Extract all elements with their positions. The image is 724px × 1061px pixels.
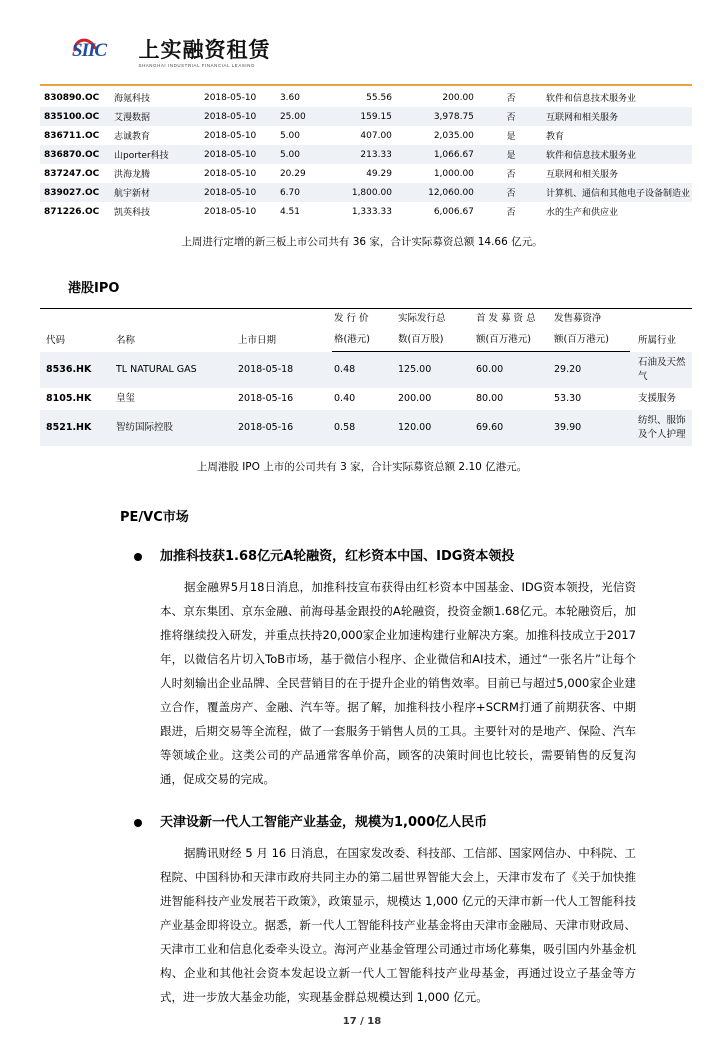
document-page [0, 38, 724, 1061]
cell-name: 山porter科技 [112, 145, 202, 164]
cell-flag: 否 [506, 94, 516, 104]
cell-name: 皇玺 [116, 392, 136, 404]
section-title-pevc: PE/VC市场 [120, 509, 189, 525]
third-board-placement-table [40, 88, 692, 221]
cell-name: 艾漫数据 [112, 107, 202, 126]
cell-name: 凯英科技 [113, 208, 150, 218]
header-issue-price-line2: 格(港元) [332, 330, 396, 352]
header-industry: 所属行业 [630, 309, 692, 352]
cell-name: 智纺国际控股 [114, 410, 236, 446]
cell-amount: 12,060.00 [402, 183, 486, 202]
cell-flag: 是 [506, 132, 516, 142]
pevc-item-heading-text: 加推科技获1.68亿元A轮融资，红杉资本中国、IDG资本领投 [160, 548, 515, 564]
hk-ipo-table-head [40, 309, 692, 352]
cell-date: 2018-05-16 [236, 410, 332, 446]
cell-total-shares: 200.00 [398, 392, 432, 404]
table-row [40, 164, 692, 183]
cell-date: 2018-05-10 [203, 92, 257, 103]
cell-code: 8536.HK [40, 352, 114, 388]
cell-flag: 否 [506, 170, 516, 180]
cell-amount: 6,006.67 [433, 206, 474, 217]
cell-industry: 软件和信息技术服务业 [545, 94, 636, 104]
cell-amount: 3,978.75 [402, 107, 486, 126]
cell-raise: 60.00 [474, 352, 552, 388]
cell-price: 25.00 [278, 107, 332, 126]
third-board-table-body [40, 88, 692, 221]
cell-date: 2018-05-10 [203, 130, 257, 141]
cell-net: 39.90 [552, 410, 630, 446]
pevc-item [40, 547, 684, 791]
table-row [40, 202, 692, 221]
company-name-en: SHANGHAI INDUSTRIAL FINANCIAL LEASING [138, 63, 255, 68]
cell-raise: 69.60 [474, 410, 552, 446]
cell-issue-price: 0.48 [332, 352, 396, 388]
header-total-shares-line2: 数(百万股) [396, 330, 474, 352]
pevc-item-heading [160, 813, 684, 833]
cell-volume: 1,333.33 [351, 206, 392, 217]
cell-volume: 49.29 [366, 168, 392, 179]
cell-industry: 互联网和相关服务 [536, 107, 692, 126]
cell-industry: 软件和信息技术服务业 [536, 145, 692, 164]
table-row [40, 107, 692, 126]
cell-industry: 互联网和相关服务 [545, 170, 618, 180]
cell-name: TL NATURAL GAS [114, 352, 236, 388]
cell-industry: 石油及天然气 [630, 352, 692, 388]
company-logo-icon [72, 38, 128, 66]
cell-code: 835100.OC [40, 107, 112, 126]
cell-price: 20.29 [279, 168, 306, 179]
cell-total-shares: 120.00 [396, 410, 474, 446]
third-board-note: 上周进行定增的新三板上市公司共有 36 家，合计实际募资总额 14.66 亿元。 [181, 236, 543, 248]
cell-price: 4.51 [279, 206, 300, 217]
cell-volume: 407.00 [360, 130, 392, 141]
cell-volume: 213.33 [332, 145, 402, 164]
page-number: 17 / 18 [342, 1016, 382, 1027]
cell-code: 830890.OC [44, 92, 100, 103]
cell-code: 8105.HK [46, 392, 92, 404]
logo-text-block [138, 38, 270, 69]
cell-amount: 1,066.67 [402, 145, 486, 164]
document-header [72, 38, 684, 80]
table-row [40, 126, 692, 145]
cell-industry: 教育 [545, 132, 564, 142]
cell-issue-price: 0.58 [332, 410, 396, 446]
header-net-line2: 额(百万港元) [552, 330, 630, 352]
table-row [40, 388, 692, 410]
cell-date: 2018-05-10 [203, 206, 257, 217]
cell-volume: 55.56 [366, 92, 392, 103]
header-divider [40, 84, 692, 86]
header-date: 上市日期 [236, 309, 332, 352]
cell-industry: 纺织、服饰及个人护理 [630, 410, 692, 446]
company-name-cn: 上实融资租赁 [138, 38, 271, 62]
header-issue-price-line1: 发 行 价 [332, 309, 396, 331]
header-total-shares-line1: 实际发行总 [396, 309, 474, 331]
cell-amount: 200.00 [442, 92, 474, 103]
cell-code: 836711.OC [44, 130, 100, 141]
pevc-item-heading [160, 547, 684, 567]
pevc-item-body: 据腾讯财经 5 月 16 日消息，在国家发改委、科技部、工信部、国家网信办、中科院、工程院、中国科协和天津市政府共同主办的第二届世界智能大会上，天津市发布了《关于加快推进智能科技产业发展若干政策》，政策显示，规模达 1,000 亿元的天津市新一代人工智能科技产业基金即将设立。据悉，新一代人工智能科技产业基金将由天津市金融局、天津市财政局、天津市工业和信息化委牵头设立。海河产业基金管理公司通过市场化募集，吸引国内外基金机构、企业和其他社会资本发起设立新一代人工智能科技产业母基金，再通过设立子基金等方式，进一步放大基金功能，实现基金群总规模达到 1,000 亿元。 [160, 845, 636, 1004]
cell-net: 53.30 [554, 392, 582, 404]
pevc-item [40, 813, 684, 1009]
pevc-item-heading-text: 天津设新一代人工智能产业基金，规模为1,000亿人民币 [160, 814, 488, 830]
header-net-line1: 发售募资净 [552, 309, 630, 331]
cell-volume: 159.15 [332, 107, 402, 126]
cell-net: 29.20 [552, 352, 630, 388]
hk-ipo-table-body [40, 352, 692, 446]
cell-amount: 1,000.00 [433, 168, 474, 179]
cell-name: 志诚教育 [113, 132, 150, 142]
cell-date: 2018-05-18 [236, 352, 332, 388]
cell-name: 海氪科技 [113, 94, 150, 104]
cell-volume: 1,800.00 [332, 183, 402, 202]
cell-date: 2018-05-16 [238, 392, 294, 404]
cell-industry: 支援服务 [638, 392, 677, 404]
cell-flag: 是 [486, 145, 536, 164]
cell-name: 航宇新材 [112, 183, 202, 202]
cell-code: 871226.OC [44, 206, 100, 217]
table-header-row [40, 309, 692, 331]
cell-flag: 否 [486, 107, 536, 126]
cell-date: 2018-05-10 [203, 168, 257, 179]
cell-date: 2018-05-10 [202, 183, 278, 202]
cell-price: 5.00 [278, 145, 332, 164]
cell-industry: 水的生产和供应业 [545, 208, 618, 218]
cell-industry: 计算机、通信和其他电子设备制造业 [536, 183, 692, 202]
cell-code: 836870.OC [40, 145, 112, 164]
cell-flag: 否 [486, 183, 536, 202]
cell-name: 洪海龙腾 [113, 170, 150, 180]
bullet-dot-icon [134, 819, 142, 827]
cell-flag: 否 [506, 208, 516, 218]
cell-code: 837247.OC [44, 168, 100, 179]
header-code: 代码 [40, 309, 114, 352]
section-title-hk-ipo: 港股IPO [68, 281, 120, 296]
cell-raise: 80.00 [476, 392, 504, 404]
cell-date: 2018-05-10 [202, 107, 278, 126]
cell-price: 6.70 [278, 183, 332, 202]
table-row [40, 410, 692, 446]
header-name: 名称 [114, 309, 236, 352]
cell-price: 3.60 [279, 92, 300, 103]
cell-amount: 2,035.00 [433, 130, 474, 141]
hk-ipo-table [40, 308, 692, 446]
table-row [40, 145, 692, 164]
cell-code: 8521.HK [40, 410, 114, 446]
table-row [40, 88, 692, 107]
logo-mark-text: SIIC [72, 40, 107, 61]
table-row [40, 183, 692, 202]
hk-ipo-note: 上周港股 IPO 上市的公司共有 3 家，合计实际募资总额 2.10 亿港元。 [196, 460, 528, 473]
cell-total-shares: 125.00 [396, 352, 474, 388]
cell-price: 5.00 [279, 130, 300, 141]
table-row [40, 352, 692, 388]
header-raise-line2: 额(百万港元) [474, 330, 552, 352]
cell-issue-price: 0.40 [334, 392, 356, 404]
cell-code: 839027.OC [40, 183, 112, 202]
bullet-dot-icon [134, 553, 142, 561]
cell-date: 2018-05-10 [202, 145, 278, 164]
header-raise-line1: 首 发 募 资 总 [474, 309, 552, 331]
pevc-item-body: 据金融界5月18日消息，加推科技宣布获得由红杉资本中国基金、IDG资本领投，光信资本、京东集团、京东金融、前海母基金跟投的A轮融资，投资金额1.68亿元。本轮融资后，加推将继续投入研发，并重点扶持20,000家企业加速构建行业解决方案。加推科技成立于2017年，以微信名片切入ToB市场，基于微信小程序、企业微信和AI技术，通过“一张名片”让每个人时刻输出企业品牌、全民营销目的在于提升企业的销售效率。目前已与超过5,000家企业建立合作，覆盖房产、金融、汽车等。据了解，加推科技小程序+SCRM打通了前期获客、中期跟进，后期交易等全流程，做了一套服务于销售人员的工具。主要针对的是地产、保险、汽车等领域企业。这类公司的产品通常客单价高，顾客的决策时间也比较长，需要销售的反复沟通，促成交易的完成。 [160, 579, 636, 786]
